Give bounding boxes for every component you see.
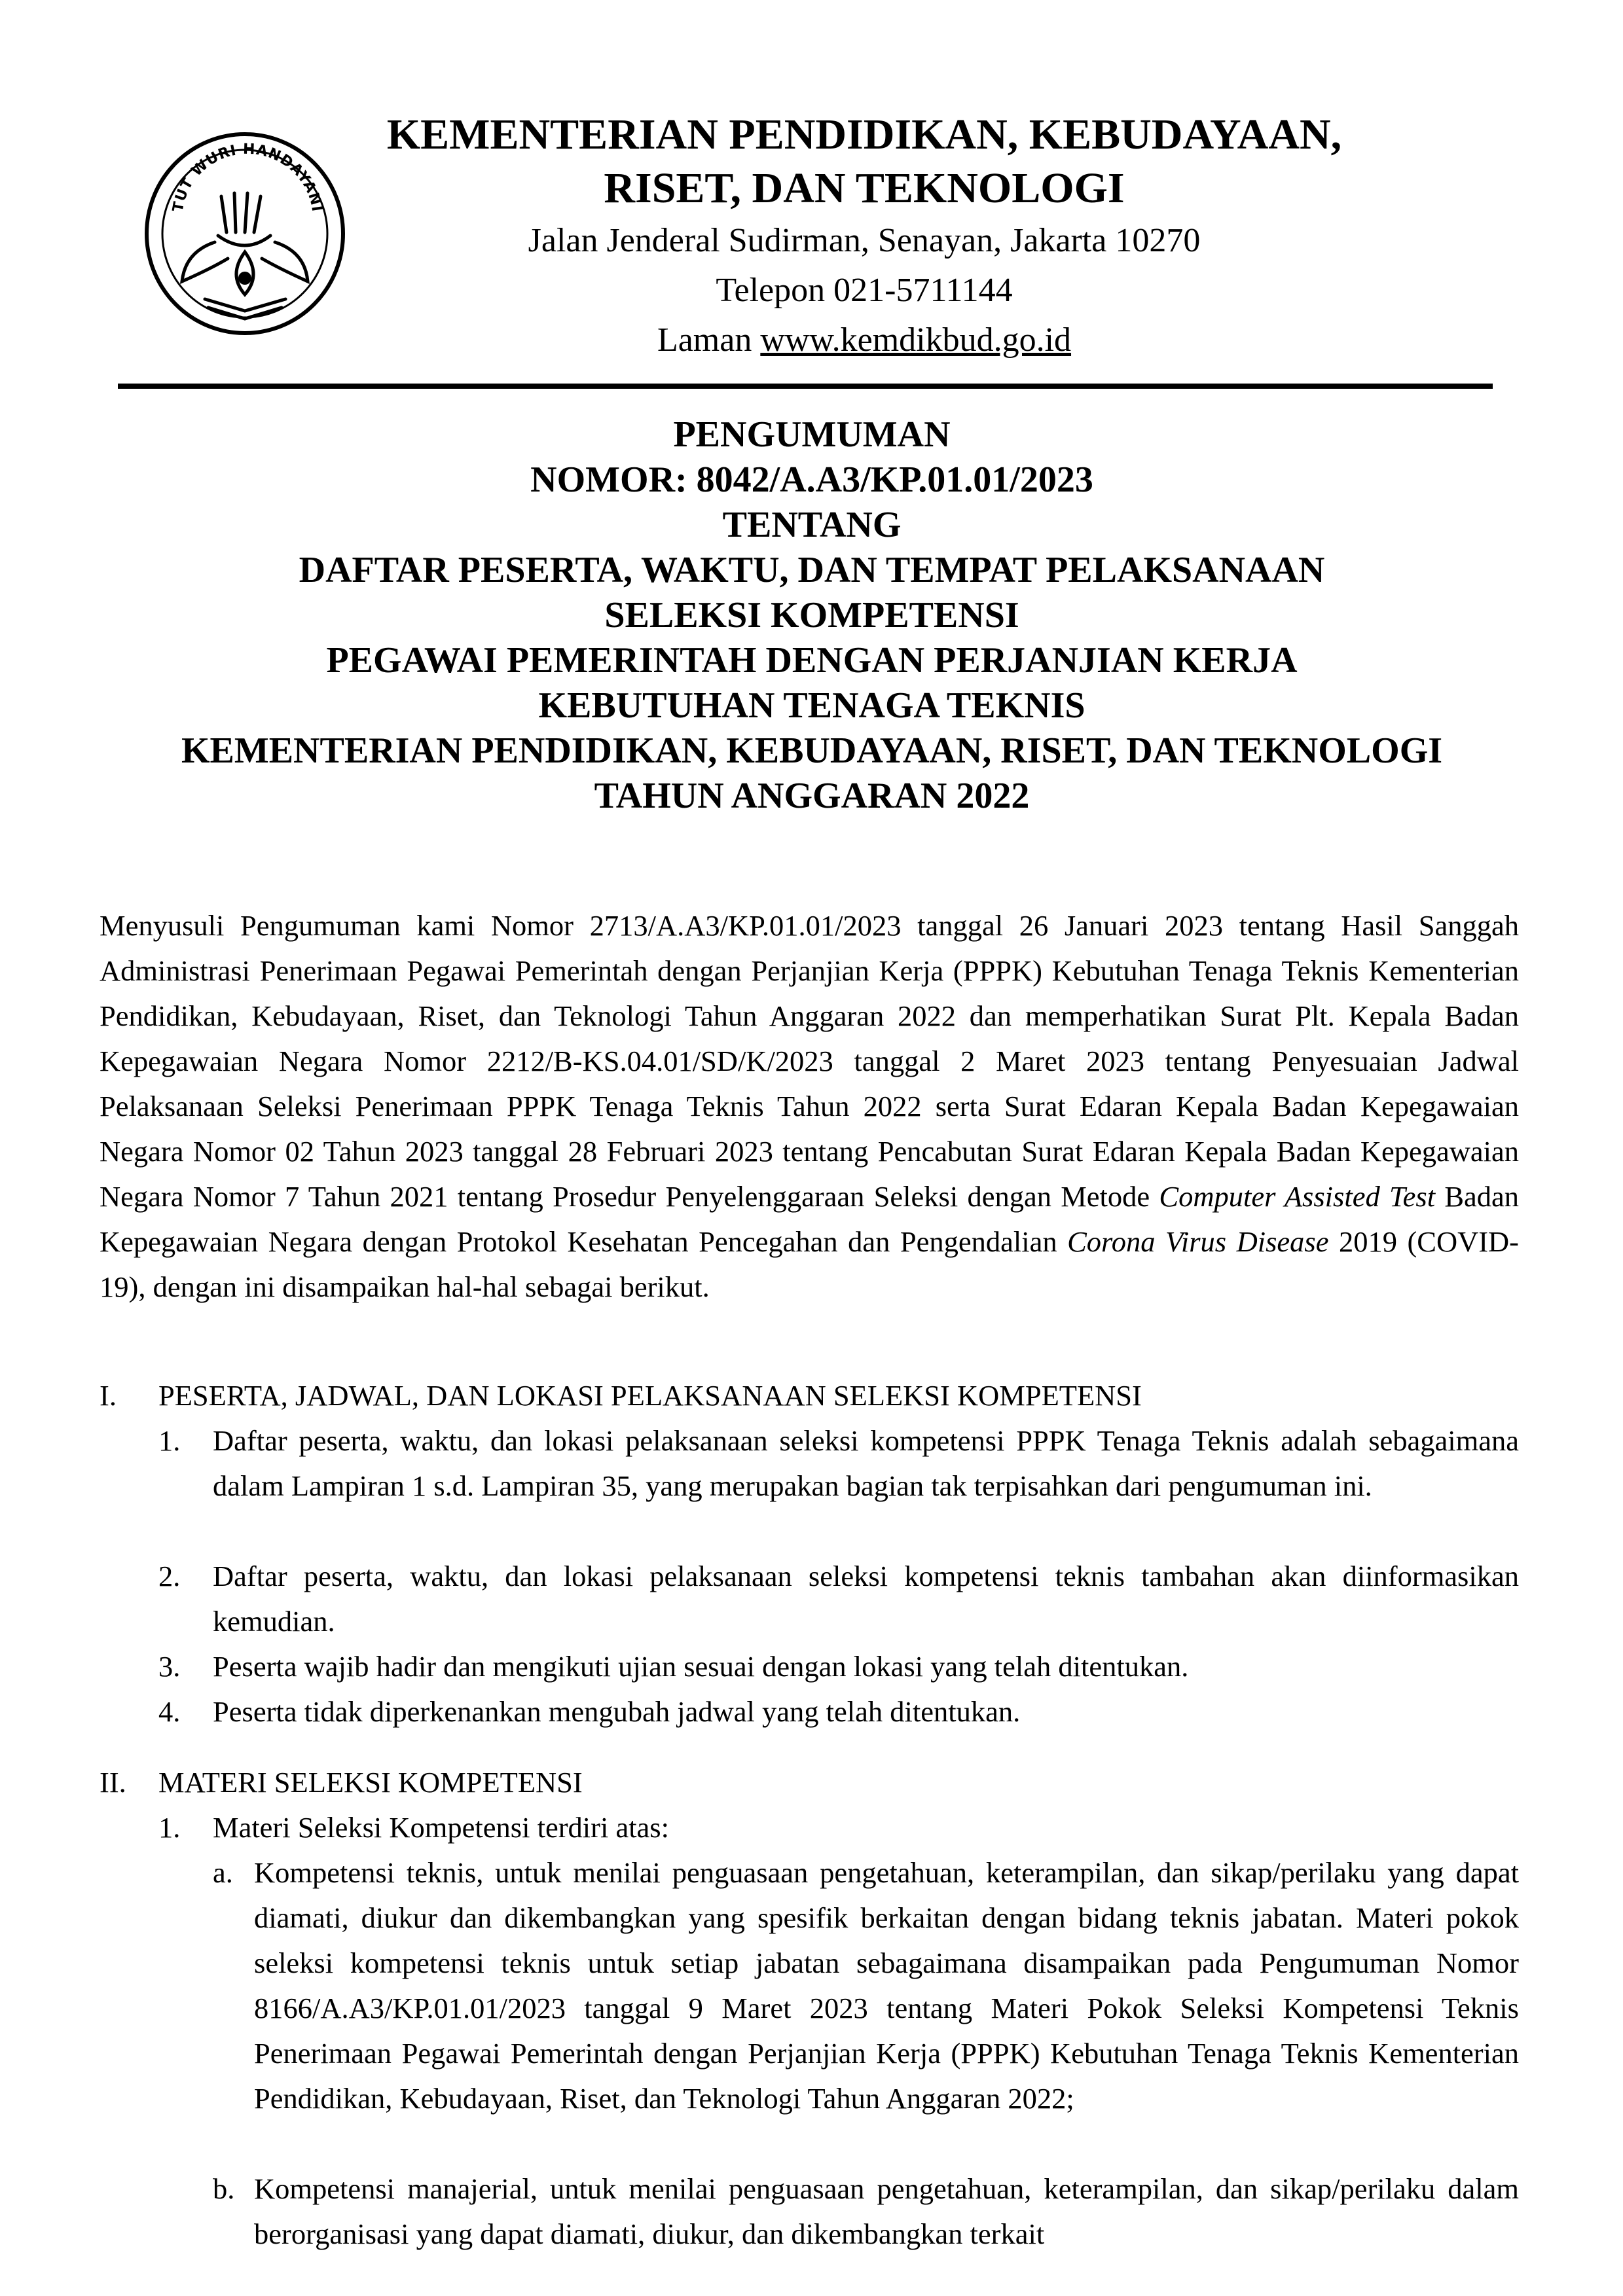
heading-line: TENTANG <box>722 505 902 545</box>
list-item-text: Peserta wajib hadir dan mengikuti ujian sesuai dengan lokasi yang telah ditentukan. <box>213 1650 1189 1683</box>
intro-text: Badan Kepegawaian Negara dengan Protokol Kesehatan Pencegahan dan Pengendalian <box>100 1180 1519 1258</box>
letterhead-divider <box>118 384 1493 389</box>
intro-text: Menyusuli Pengumuman kami Nomor 2713/A.A3/KP.01.01/2023 tanggal 26 Januari 2023 tentang Hasil Sanggah Administrasi Penerimaan Pegawai Pemerintah dengan Perjanjian Kerja (PPPK) Kebutuhan Tenaga Teknis Kementerian Pendidikan, Kebudayaan, Riset, dan Teknologi Tahun Anggaran 2022 dan memperhatikan Surat Plt. Kepala Badan Kepegawaian Negara Nomor 2212/B-KS.04.01/SD/K/2023 tanggal 2 Maret 2023 tentang Penyesuaian Jadwal Pelaksanaan Seleksi Penerimaan PPPK Tenaga Teknis Tahun 2022 serta Surat Edaran Kepala Badan Kepegawaian Negara Nomor 02 Tahun 2023 tanggal 28 Februari 2023 tentang Pencabutan Surat Edaran Kepala Badan Kepegawaian Negara Nomor 7 Tahun 2021 tentang Prosedur Penyelenggaraan Seleksi dengan Metode <box>100 909 1519 1213</box>
heading-line: PEGAWAI PEMERINTAH DENGAN PERJANJIAN KERJA <box>326 640 1298 681</box>
list-item <box>158 1554 1519 1644</box>
svg-text:TUT WURI HANDAYANI: TUT WURI HANDAYANI <box>170 141 325 213</box>
list-item-number: 2. <box>158 1560 181 1592</box>
heading-line: SELEKSI KOMPETENSI <box>604 595 1019 636</box>
heading-line: KEBUTUHAN TENAGA TEKNIS <box>538 685 1085 726</box>
ministry-line-1: KEMENTERIAN PENDIDIKAN, KEBUDAYAAN, <box>386 111 1342 158</box>
sub-list-item <box>213 2166 1519 2257</box>
list-item-text: Materi Seleksi Kompetensi terdiri atas: <box>213 1811 669 1844</box>
intro-text: 2019 (COVID-19), dengan ini disampaikan hal-hal sebagai berikut. <box>100 1225 1520 1303</box>
list-item <box>158 1644 1519 1689</box>
heading-line: NOMOR: 8042/A.A3/KP.01.01/2023 <box>530 459 1093 500</box>
announcement-heading <box>98 412 1525 819</box>
ministry-address: Jalan Jenderal Sudirman, Senayan, Jakarta 10270 <box>528 222 1201 259</box>
sub-list-item <box>213 1850 1519 2121</box>
heading-line: DAFTAR PESERTA, WAKTU, DAN TEMPAT PELAKSANAAN <box>299 550 1325 590</box>
section-title: MATERI SELEKSI KOMPETENSI <box>158 1766 583 1799</box>
sub-list-item-text: Kompetensi manajerial, untuk menilai penguasaan pengetahuan, keterampilan, dan sikap/perilaku dalam berorganisasi yang dapat diamati, diukur, dan dikembangkan terkait <box>254 2172 1519 2250</box>
list-item-number: 4. <box>158 1695 181 1728</box>
list-item-text: Peserta tidak diperkenankan mengubah jadwal yang telah ditentukan. <box>213 1695 1021 1728</box>
list-item <box>158 1418 1519 1509</box>
ministry-phone: Telepon 021-5711144 <box>716 272 1013 309</box>
intro-italic-term: Corona Virus Disease <box>1067 1225 1329 1258</box>
heading-line: TAHUN ANGGARAN 2022 <box>594 776 1030 816</box>
list-item <box>158 1805 1519 1850</box>
intro-paragraph <box>100 903 1519 1310</box>
ministry-line-2: RISET, DAN TEKNOLOGI <box>604 164 1125 212</box>
intro-italic-term: Computer Assisted Test <box>1159 1180 1436 1213</box>
list-item <box>158 1689 1519 1734</box>
heading-line: KEMENTERIAN PENDIDIKAN, KEBUDAYAAN, RISET, DAN TEKNOLOGI <box>181 730 1443 771</box>
ministry-name <box>367 108 1362 215</box>
section-numeral: I. <box>100 1379 117 1412</box>
section-heading <box>100 1760 583 1805</box>
ministry-website <box>367 315 1362 365</box>
sub-list-item-text: Kompetensi teknis, untuk menilai penguasaan pengetahuan, keterampilan, dan sikap/perilaku yang dapat diamati, diukur dan dikembangkan yang spesifik berkaitan dengan bidang teknis jabatan. Materi pokok seleksi kompetensi teknis untuk setiap jabatan sebagaimana disampaikan pada Pengumuman Nomor 8166/A.A3/KP.01.01/2023 tanggal 9 Maret 2023 tentang Materi Pokok Seleksi Kompetensi Teknis Penerimaan Pegawai Pemerintah dengan Perjanjian Kerja (PPPK) Kebutuhan Tenaga Teknis Kementerian Pendidikan, Kebudayaan, Riset, dan Teknologi Tahun Anggaran 2022; <box>254 1856 1519 2115</box>
heading-line: PENGUMUMAN <box>673 414 951 455</box>
section-title: PESERTA, JADWAL, DAN LOKASI PELAKSANAAN SELEKSI KOMPETENSI <box>158 1379 1142 1412</box>
tut-wuri-handayani-logo <box>136 121 354 338</box>
sub-list-item-letter: b. <box>213 2172 235 2205</box>
section-heading <box>100 1373 1142 1418</box>
list-item-number: 1. <box>158 1424 181 1457</box>
list-item-text: Daftar peserta, waktu, dan lokasi pelaksanaan seleksi kompetensi PPPK Tenaga Teknis adalah sebagaimana dalam Lampiran 1 s.d. Lampiran 35, yang merupakan bagian tak terpisahkan dari pengumuman ini. <box>213 1424 1519 1502</box>
list-item-text: Daftar peserta, waktu, dan lokasi pelaksanaan seleksi kompetensi teknis tambahan akan diinformasikan kemudian. <box>213 1560 1519 1638</box>
section-numeral: II. <box>100 1766 126 1799</box>
website-link[interactable]: www.kemdikbud.go.id <box>760 321 1072 359</box>
list-item-number: 1. <box>158 1811 181 1844</box>
list-item-number: 3. <box>158 1650 181 1683</box>
sub-list-item-letter: a. <box>213 1856 233 1889</box>
website-label: Laman <box>657 321 752 359</box>
